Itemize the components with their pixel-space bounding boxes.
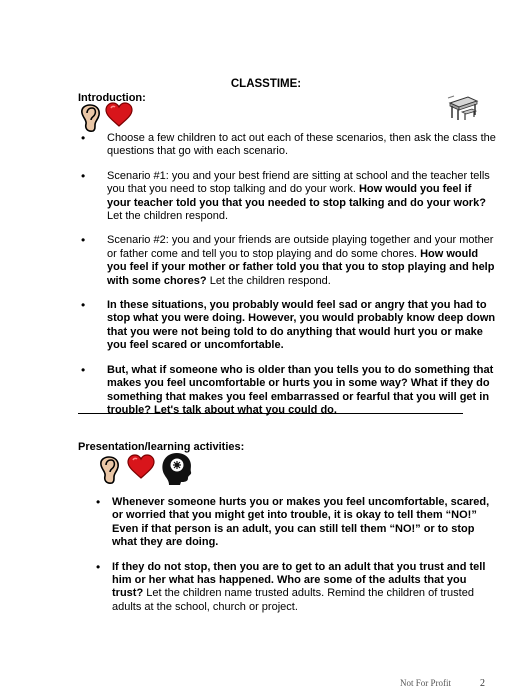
bold-text: But, what if someone who is older than you tells you to do something that makes you feel uncomfortable or hurts you in some way? What if they do something that makes you feel embarrassed or fearful that you will get in trouble? Let's talk about what you could do.: [107, 363, 494, 416]
list-item: • Scenario #2: you and your friends are outside playing together and your mother or father come and tell you to stop playing and do some chores. How would you feel if your mother or father told you that you to stop playing and help with some chores? Let the children respond.: [81, 233, 495, 287]
bullet-text: [107, 364, 493, 416]
page-title: CLASSTIME:: [230, 78, 302, 90]
bullet-text: [112, 561, 485, 613]
text-run: Let the children respond.: [107, 210, 229, 223]
presentation-list: [96, 496, 496, 625]
section-divider: [78, 413, 463, 414]
bullet-text: [107, 234, 494, 286]
bold-text: Whenever someone hurts you or makes you feel uncomfortable, scared, or worried that you might get into trouble, it is okay to tell them “NO!” Even if that person is an adult, you can still tell them “NO!” or to stop what they are doing.: [112, 496, 490, 549]
list-item: • In these situations, you probably would feel sad or angry that you had to stop what you were doing. However, you would probably know deep down that you were not being told to do anything that would hurt you or make you feel scared or uncomfortable.: [81, 298, 496, 352]
list-item: • Choose a few children to act out each of these scenarios, then ask the class the questions that go with each scenario.: [81, 131, 496, 158]
bold-text: How would you feel if your mother or father told you that you to stop playing and help with some chores?: [107, 247, 495, 287]
text-run: Scenario #2: you and your friends are outside playing together and your mother or father come and tell you to stop playing and do some chores.: [107, 234, 494, 260]
text-run: Let the children respond.: [206, 274, 331, 287]
heart-icon: [127, 454, 155, 480]
bold-text: How would you feel if your teacher told you that you needed to stop talking and do your work?: [107, 183, 486, 209]
bullet-text: [107, 132, 496, 157]
page-number: 2: [480, 678, 485, 689]
bullet-text: [107, 299, 495, 351]
text-run: Choose a few children to act out each of these scenarios, then ask the class the questions that go with each scenario.: [107, 132, 496, 158]
bold-text: If they do not stop, then you are to get to an adult that you trust and tell him or her what has happened. Who are some of the adults that you trust?: [112, 560, 486, 600]
introduction-heading: Introduction:: [78, 92, 146, 104]
text-run: Scenario #1: you and your best friend are sitting at school and the teacher tells you that you need to stop talking and do your work.: [107, 169, 490, 196]
text-run: Let the children name trusted adults. Remind the children of trusted adults at the school, church or project.: [112, 587, 474, 613]
ear-icon: [79, 104, 101, 134]
list-item: • Scenario #1: you and your best friend are sitting at school and the teacher tells you that you need to stop talking and do your work. How would you feel if your teacher told you that you needed to stop talking and do your work? Let the children respond.: [81, 168, 490, 223]
list-item: • But, what if someone who is older than you tells you to do something that makes you feel uncomfortable or hurts you in some way? What if they do something that makes you feel embarrassed or fearful that you will get in trouble? Let's talk about what you could do.: [81, 362, 494, 416]
footer-text: Not For Profit: [400, 678, 452, 688]
bullet-text: [112, 496, 489, 548]
bold-text: In these situations, you probably would feel sad or angry that you had to stop what you were doing. However, you would probably know deep down that you were not being told to do anything that would hurt you or make you feel scared or uncomfortable.: [107, 299, 496, 352]
ear-icon: [98, 456, 120, 486]
school-desk-icon: [446, 93, 480, 121]
heart-icon: [105, 102, 133, 128]
introduction-list: [78, 132, 498, 428]
list-item: • Whenever someone hurts you or makes you feel uncomfortable, scared, or worried that you might get into trouble, it is okay to tell them “NO!” Even if that person is an adult, you can still tell them “NO!” or to stop what they are doing.: [96, 495, 490, 549]
bullet-text: [107, 170, 490, 222]
list-item: • If they do not stop, then you are to get to an adult that you trust and tell him or her what has happened. Who are some of the adults that you trust? Let the children name trusted adults. Remind the children of trusted adults at the school, church or project.: [96, 559, 486, 613]
presentation-heading: Presentation/learning activities:: [78, 441, 245, 453]
head-silhouette-icon: [160, 451, 194, 487]
